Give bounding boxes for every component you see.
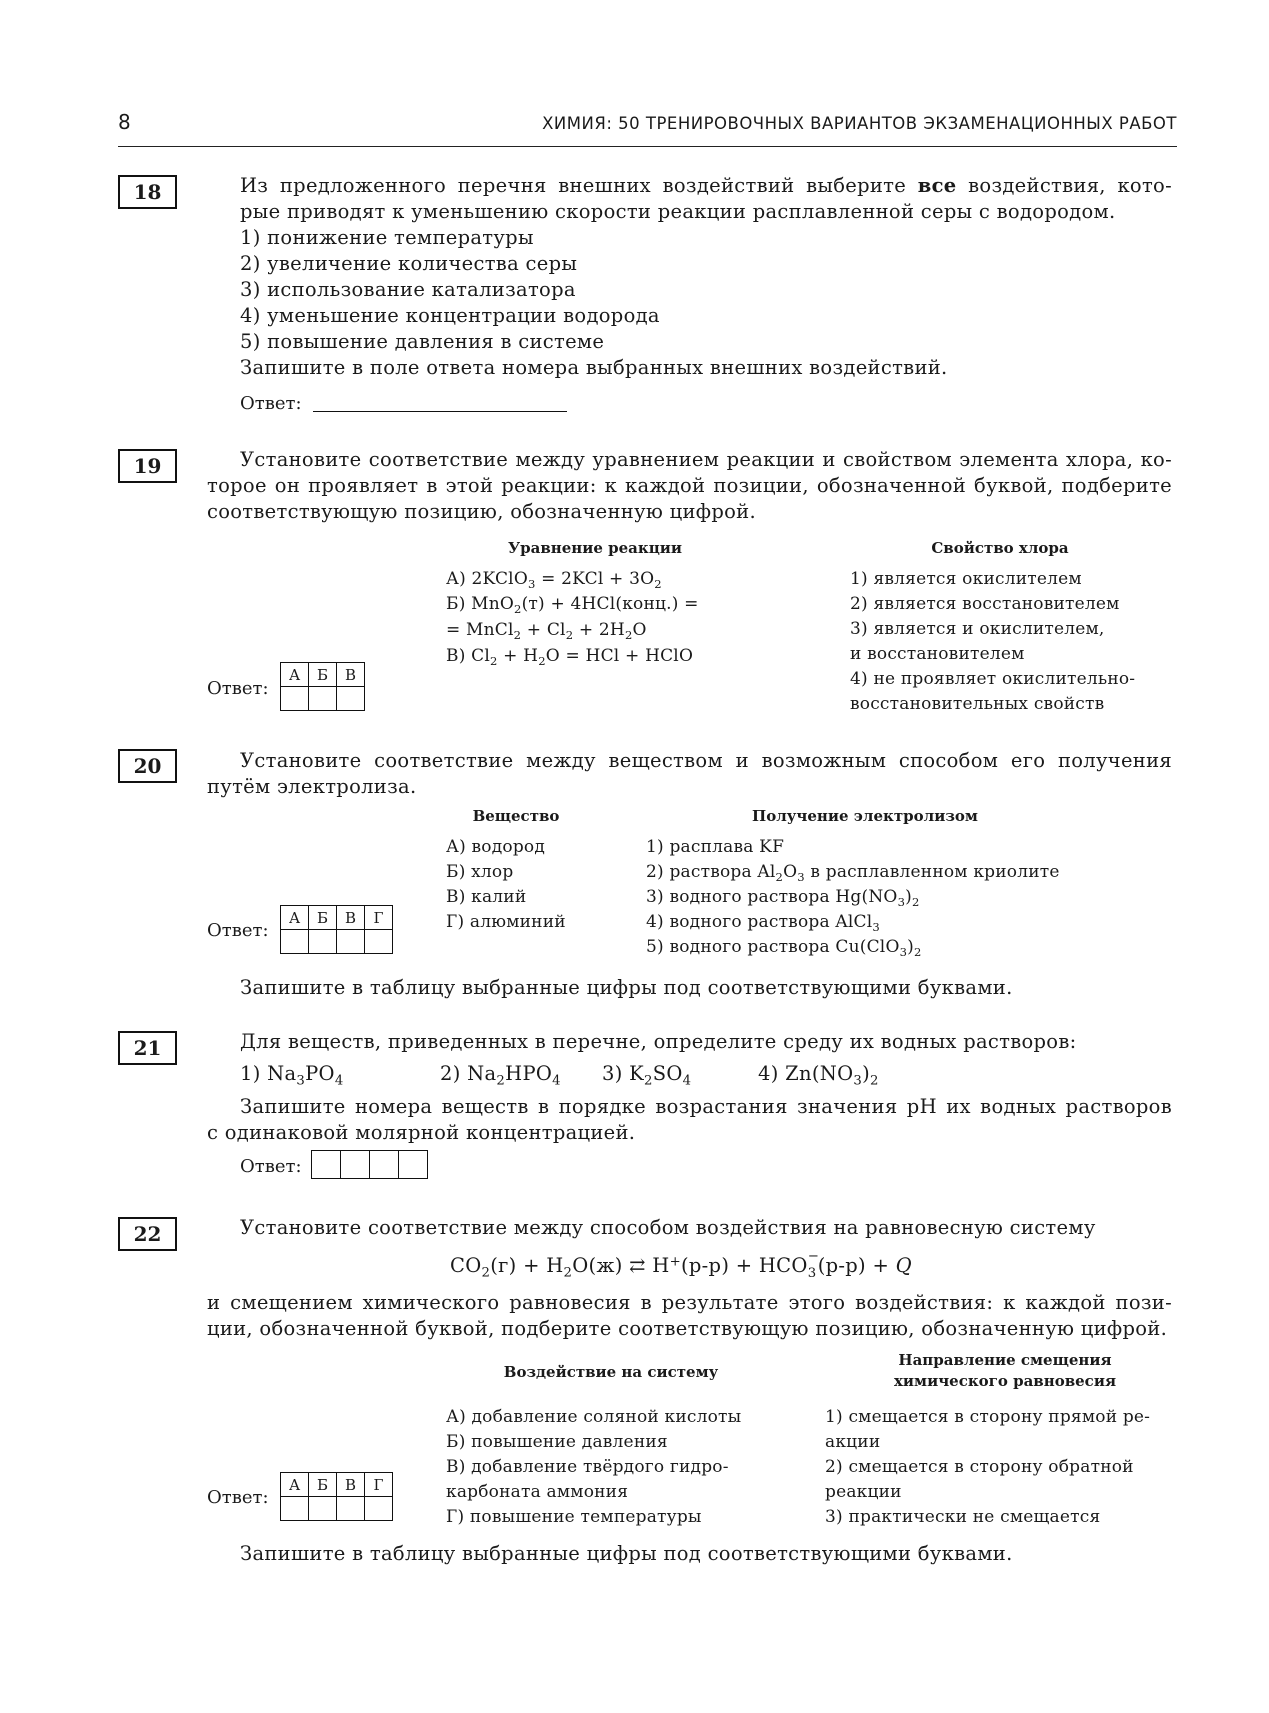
answer-cell[interactable]	[337, 930, 365, 954]
q18-answer-label: Ответ:	[240, 393, 302, 414]
q20-substance: Б) хлор	[446, 862, 514, 882]
q19-equation-v: В) $Cl_2 + H_2O$ = HCl + HClO	[446, 646, 694, 669]
answer-cell[interactable]	[337, 1497, 365, 1521]
q19-line2: торое он проявляет в этой реакции: к каждой позиции, обозначенной буквой, подберите	[207, 474, 1172, 497]
q20-method: 1) расплава KF	[646, 837, 785, 857]
q18-line1: Из предложенного перечня внешних воздействий выберите все воздействия, кото-	[240, 174, 1172, 197]
q22-action: карбоната аммония	[446, 1482, 629, 1502]
question-number-19: 19	[118, 449, 177, 483]
q19-col-equation: Уравнение реакции	[507, 539, 683, 557]
q21-substance-4: 4) $Zn(NO_3)_2$	[758, 1062, 879, 1089]
q20-col-method: Получение электролизом	[752, 807, 978, 825]
answer-cell[interactable]	[281, 687, 309, 711]
answer-box[interactable]	[312, 1151, 341, 1179]
question-number-22: 22	[118, 1217, 177, 1251]
q21-substance-2: 2) $Na_2HPO_4$	[440, 1062, 561, 1089]
q22-line1: Установите соответствие между способом воздействия на равновесную систему	[240, 1216, 1096, 1239]
answer-box[interactable]	[370, 1151, 399, 1179]
q19-equation-a: А) 2KClO$_3$ = $2KCl + 3O_2$	[446, 569, 662, 592]
q19-property: 2) является восстановителем	[850, 594, 1120, 614]
q20-method: 3) водного раствора $Hg(NO_3)_2$	[646, 887, 920, 910]
q22-direction: реакции	[825, 1482, 902, 1502]
answer-cell[interactable]	[309, 930, 337, 954]
answer-box[interactable]	[341, 1151, 370, 1179]
grid-letter: Б	[309, 1473, 337, 1497]
q21-line1: Для веществ, приведенных в перечне, определите среду их водных растворов:	[240, 1030, 1077, 1053]
answer-cell[interactable]	[309, 687, 337, 711]
q18-option: 4) уменьшение концентрации водорода	[240, 304, 660, 327]
grid-letter: А	[281, 663, 309, 687]
answer-cell[interactable]	[337, 687, 365, 711]
q21-answer-label: Ответ:	[240, 1156, 302, 1177]
q19-line1: Установите соответствие между уравнением реакции и свойством элемента хлора, ко-	[240, 448, 1172, 471]
grid-letter: Г	[365, 1473, 393, 1497]
q21-line3: с одинаковой молярной концентрацией.	[207, 1121, 636, 1144]
q20-method: 4) водного раствора AlCl$_3$	[646, 912, 880, 935]
q20-col-substance: Вещество	[472, 807, 560, 825]
q18-option: 2) увеличение количества серы	[240, 252, 578, 275]
q18-option: 3) использование катализатора	[240, 278, 576, 301]
q20-method: 5) водного раствора $Cu(ClO_3)_2$	[646, 937, 922, 960]
book-title: ХИМИЯ: 50 ТРЕНИРОВОЧНЫХ ВАРИАНТОВ ЭКЗАМЕНАЦИОННЫХ РАБОТ	[542, 114, 1177, 133]
grid-letter: Г	[365, 906, 393, 930]
grid-letter: В	[337, 663, 365, 687]
q20-instruction: Запишите в таблицу выбранные цифры под соответствующими буквами.	[240, 976, 1013, 999]
q18-instruction: Запишите в поле ответа номера выбранных внешних воздействий.	[240, 356, 948, 379]
q21-answer-boxes	[311, 1150, 428, 1179]
grid-letter: В	[337, 906, 365, 930]
q22-action: А) добавление соляной кислоты	[446, 1407, 742, 1427]
q22-direction: 1) смещается в сторону прямой ре-	[825, 1407, 1151, 1427]
q19-property: 4) не проявляет окислительно-	[850, 669, 1136, 689]
q21-line2: Запишите номера веществ в порядке возрастания значения pH их водных растворов	[240, 1095, 1172, 1118]
q22-col-direction-2: химического равновесия	[893, 1372, 1117, 1390]
grid-letter: А	[281, 1473, 309, 1497]
q22-action: В) добавление твёрдого гидро-	[446, 1457, 729, 1477]
question-number-21: 21	[118, 1031, 177, 1065]
q20-answer-label: Ответ:	[207, 920, 269, 941]
answer-cell[interactable]	[365, 1497, 393, 1521]
question-number-18: 18	[118, 175, 177, 209]
q22-action: Г) повышение температуры	[446, 1507, 702, 1527]
q19-property: 3) является и окислителем,	[850, 619, 1105, 639]
grid-letter: А	[281, 906, 309, 930]
grid-letter: В	[337, 1473, 365, 1497]
q20-answer-grid	[280, 905, 393, 954]
grid-letter: Б	[309, 663, 337, 687]
answer-box[interactable]	[399, 1151, 428, 1179]
answer-cell[interactable]	[365, 930, 393, 954]
question-number-20: 20	[118, 749, 177, 783]
q20-method: 2) раствора $Al_2O_3$ в расплавленном криолите	[646, 862, 1060, 885]
q20-line1: Установите соответствие между веществом и возможным способом его получения	[240, 749, 1172, 772]
q19-answer-grid	[280, 662, 365, 711]
q19-equation-b-cont: = MnCl$_2$ + $Cl_2 + 2H_2O$	[446, 620, 647, 643]
q22-answer-grid	[280, 1472, 393, 1521]
q18-line2: рые приводят к уменьшению скорости реакции расплавленной серы с водородом.	[240, 200, 1116, 223]
q19-property: 1) является окислителем	[850, 569, 1082, 589]
q18-bold-word: все	[917, 174, 957, 197]
q18-answer-line[interactable]	[313, 410, 567, 412]
q22-direction: 3) практически не смещается	[825, 1507, 1101, 1527]
q19-col-property: Свойство хлора	[931, 539, 1069, 557]
q19-answer-label: Ответ:	[207, 678, 269, 699]
answer-cell[interactable]	[281, 1497, 309, 1521]
q22-instruction: Запишите в таблицу выбранные цифры под соответствующими буквами.	[240, 1542, 1013, 1565]
q19-line3: соответствующую позицию, обозначенную цифрой.	[207, 500, 756, 523]
page-number: 8	[118, 110, 131, 134]
answer-cell[interactable]	[309, 1497, 337, 1521]
header-divider	[118, 146, 1177, 147]
q22-line2: и смещением химического равновесия в результате этого воздействия: к каждой пози-	[207, 1291, 1172, 1314]
q19-property: и восстановителем	[850, 644, 1025, 664]
q20-substance: Г) алюминий	[446, 912, 566, 932]
q22-action: Б) повышение давления	[446, 1432, 668, 1452]
q22-equilibrium-equation: $CO_2(г) + H_2O(ж)$ ⇄ H+(р-р) + HCO − 3 (р-р) + Q	[450, 1249, 912, 1281]
q18-option: 5) повышение давления в системе	[240, 330, 605, 353]
answer-cell[interactable]	[281, 930, 309, 954]
q20-substance: В) калий	[446, 887, 527, 907]
q18-option: 1) понижение температуры	[240, 226, 534, 249]
q22-col-action: Воздействие на систему	[503, 1363, 719, 1381]
q21-substance-1: 1) $Na_3PO_4$	[240, 1062, 344, 1089]
q21-substance-3: 3) $K_2SO_4$	[602, 1062, 692, 1089]
q20-line2: путём электролиза.	[207, 775, 417, 798]
q20-substance: А) водород	[446, 837, 546, 857]
q22-line3: ции, обозначенной буквой, подберите соответствующую позицию, обозначенную цифрой.	[207, 1317, 1168, 1340]
grid-letter: Б	[309, 906, 337, 930]
q22-answer-label: Ответ:	[207, 1487, 269, 1508]
q19-equation-b: Б) MnO$_2$(т) + 4HCl(конц.) =	[446, 594, 699, 617]
q22-col-direction-1: Направление смещения	[898, 1351, 1112, 1369]
q19-property: восстановительных свойств	[850, 694, 1105, 714]
q22-direction: 2) смещается в сторону обратной	[825, 1457, 1134, 1477]
q22-direction: акции	[825, 1432, 881, 1452]
